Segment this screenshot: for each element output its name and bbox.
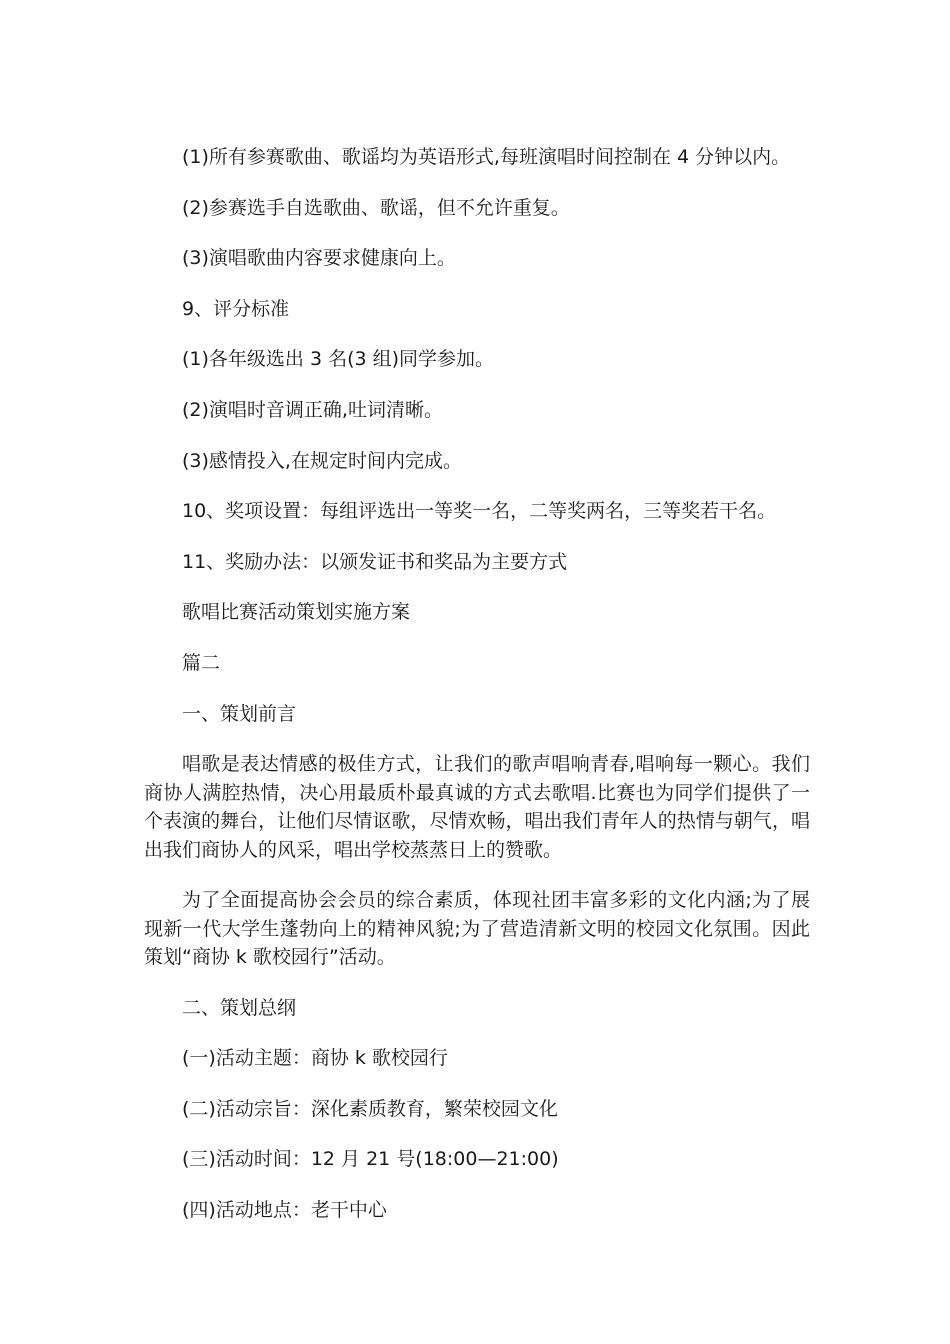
preface-paragraph-2: 为了全面提高协会会员的综合素质，体现社团丰富多彩的文化内涵;为了展现新一代大学生蓬勃向上的精神风貌;为了营造清新文明的校园文化氛围。因此策划“商协 k 歌校园行”活动。 [144,889,810,969]
activity-theme: (一)活动主题：商协 k 歌校园行 [182,1047,448,1070]
preface-paragraph-1: 唱歌是表达情感的极佳方式，让我们的歌声唱响青春,唱响每一颗心。我们商协人满腔热情，决心用最质朴最真诚的方式去歌唱.比赛也为同学们提供了一个表演的舞台，让他们尽情讴歌，尽情欢畅，唱出我们青年人的热情与朝气，唱出我们商协人的风采，唱出学校蒸蒸日上的赞歌。 [144,753,810,861]
section-heading-preface: 一、策划前言 [182,702,297,725]
awards-method: 11、奖励办法：以颁发证书和奖品为主要方式 [182,550,568,573]
activity-time: (三)活动时间：12 月 21 号(18:00—21:00) [182,1148,559,1171]
scoring-item-3: (3)感情投入,在规定时间内完成。 [182,449,462,472]
scoring-item-2: (2)演唱时音调正确,吐词清晰。 [182,398,443,421]
rule-song-content: (3)演唱歌曲内容要求健康向上。 [182,247,456,270]
part-two-heading: 篇二 [182,651,221,674]
rule-song-choice: (2)参赛选手自选歌曲、歌谣，但不允许重复。 [182,196,570,219]
activity-location: (四)活动地点：老干中心 [182,1199,387,1221]
plan-title: 歌唱比赛活动策划实施方案 [182,601,411,624]
awards-setting: 10、奖项设置：每组评选出一等奖一名，二等奖两名，三等奖若干名。 [182,500,777,523]
activity-purpose: (二)活动宗旨：深化素质教育，繁荣校园文化 [182,1097,558,1120]
section-heading-scoring: 9、评分标准 [182,297,290,320]
section-heading-outline: 二、策划总纲 [182,996,297,1019]
scoring-item-1: (1)各年级选出 3 名(3 组)同学参加。 [182,348,495,371]
rule-song-language: (1)所有参赛歌曲、歌谣均为英语形式,每班演唱时间控制在 4 分钟以内。 [182,146,791,168]
